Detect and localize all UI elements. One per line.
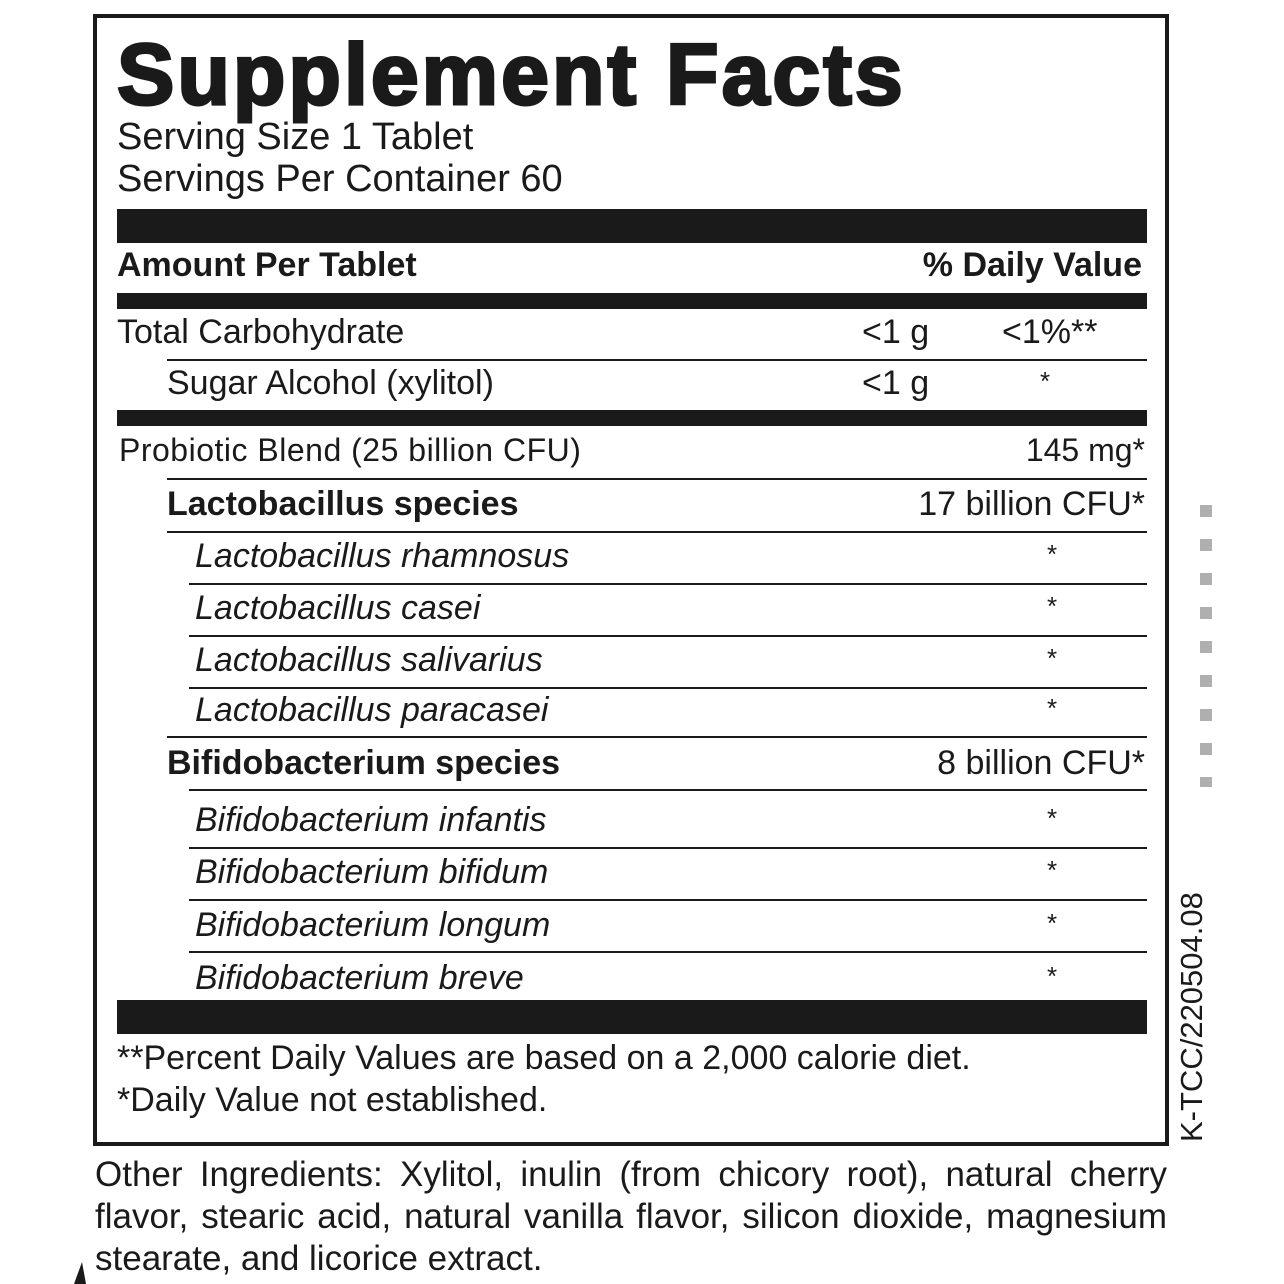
lacto-item-label: Lactobacillus salivarius <box>195 641 543 679</box>
bifido-item-label: Bifidobacterium longum <box>195 906 551 944</box>
probiotic-blend-label: Probiotic Blend (25 billion CFU) <box>119 432 582 468</box>
total-carbohydrate-dv: <1%** <box>1002 313 1098 351</box>
footnote-dv-not-established: *Daily Value not established. <box>117 1081 548 1119</box>
panel-title: Supplement Facts <box>117 27 906 123</box>
bifidobacterium-species-label: Bifidobacterium species <box>167 744 561 782</box>
bifido-item-dv: * <box>1047 803 1058 833</box>
bifido-item-label: Bifidobacterium infantis <box>195 801 547 839</box>
product-code: K-TCC/220504.08 <box>1174 892 1209 1142</box>
bifido-item-dv: * <box>1047 855 1058 885</box>
lacto-item-label: Lactobacillus casei <box>195 589 481 627</box>
lacto-item-label: Lactobacillus paracasei <box>195 691 549 729</box>
lactobacillus-species-label: Lactobacillus species <box>167 485 519 523</box>
thick-divider-top <box>117 209 1147 243</box>
supplement-facts-panel <box>93 14 1169 1146</box>
rule-lacto-item <box>189 583 1147 585</box>
medium-divider-2 <box>117 410 1147 426</box>
footnote-percent-dv: **Percent Daily Values are based on a 2,000 calorie diet. <box>117 1039 971 1077</box>
rule-bifido-item <box>189 951 1147 953</box>
cropped-side-text-mark <box>1200 505 1212 787</box>
bifido-item-dv: * <box>1047 908 1058 938</box>
sugar-alcohol-amount: <1 g <box>862 364 930 402</box>
lacto-item-dv: * <box>1047 693 1058 723</box>
sugar-alcohol-dv: * <box>1040 366 1051 396</box>
rule-lacto-item <box>189 687 1147 689</box>
lacto-item-dv: * <box>1047 643 1058 673</box>
bifidobacterium-species-amount: 8 billion CFU* <box>937 744 1145 782</box>
lacto-item-label: Lactobacillus rhamnosus <box>195 537 570 575</box>
other-ingredients: Other Ingredients: Xylitol, inulin (from chicory root), natural cherry flavor, stearic acid, natural vanilla flavor, silicon dioxide, magnesium stearate, and licorice extract. <box>95 1155 1167 1278</box>
lacto-item-dv: * <box>1047 591 1058 621</box>
bifido-item-label: Bifidobacterium bifidum <box>195 853 549 891</box>
cropped-corner-mark <box>74 1262 86 1284</box>
total-carbohydrate-amount: <1 g <box>862 313 930 351</box>
rule-lacto-end <box>167 736 1147 738</box>
rule-bifido-item <box>189 899 1147 901</box>
sugar-alcohol-label: Sugar Alcohol (xylitol) <box>167 364 494 402</box>
rule-bifido <box>189 789 1147 791</box>
lactobacillus-species-amount: 17 billion CFU* <box>918 485 1145 523</box>
rule-blend <box>167 478 1147 480</box>
rule-lacto-item <box>189 635 1147 637</box>
rule-carb <box>167 359 1147 361</box>
thick-divider-bottom <box>117 1000 1147 1034</box>
total-carbohydrate-label: Total Carbohydrate <box>117 313 405 351</box>
medium-divider-1 <box>117 293 1147 309</box>
servings-per-container: Servings Per Container 60 <box>117 158 563 200</box>
rule-bifido-item <box>189 847 1147 849</box>
bifido-item-label: Bifidobacterium breve <box>195 959 524 997</box>
amount-per-tablet-header: Amount Per Tablet <box>117 246 417 284</box>
rule-lacto <box>167 531 1147 533</box>
lacto-item-dv: * <box>1047 539 1058 569</box>
bifido-item-dv: * <box>1047 961 1058 991</box>
daily-value-header: % Daily Value <box>922 246 1142 284</box>
serving-size: Serving Size 1 Tablet <box>117 116 474 158</box>
probiotic-blend-amount: 145 mg* <box>1025 432 1145 468</box>
